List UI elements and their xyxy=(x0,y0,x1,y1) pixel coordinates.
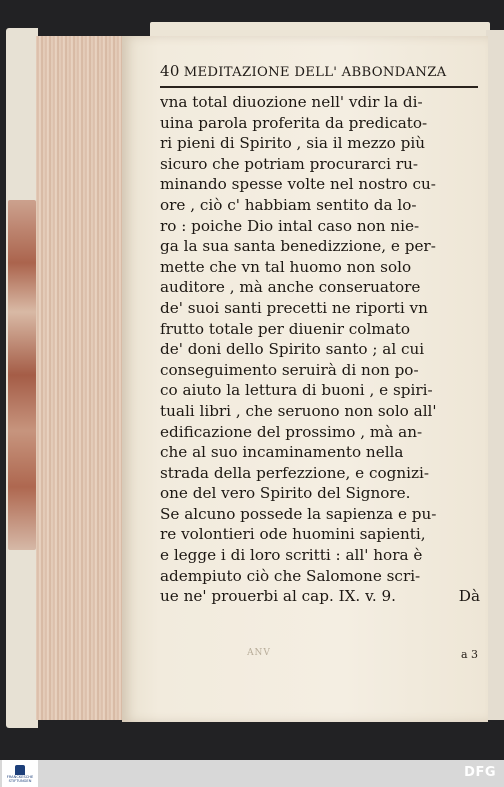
text-line: uina parola proferita da predicato- xyxy=(160,113,428,132)
body-text xyxy=(160,92,480,607)
library-emblem-icon xyxy=(15,765,25,775)
text-line: e legge i di loro scritti : all' hora è xyxy=(160,546,423,565)
signature-mark: a 3 xyxy=(460,648,478,661)
text-line: mette che vn tal huomo non solo xyxy=(160,257,412,276)
text-line: auditore , mà anche conseruatore xyxy=(160,278,421,297)
text-line: re volontieri ode huomini sapienti, xyxy=(160,525,426,544)
page-block-fore-edge xyxy=(36,36,124,720)
text-line: ore , ciò c' habbiam sentito da lo- xyxy=(160,195,417,214)
viewer-footer-bar xyxy=(0,760,504,787)
dfg-logo[interactable]: DFG xyxy=(464,765,496,780)
back-cover-edge xyxy=(486,30,504,720)
marbled-cover-edge xyxy=(8,200,36,550)
running-head-title: MEDITAZIONE DELL' ABBONDANZA xyxy=(183,65,447,80)
text-line: Se alcuno possede la sapienza e pu- xyxy=(160,504,437,523)
text-line: adempiuto ciò che Salomone scri- xyxy=(160,566,421,585)
text-line: co aiuto la lettura di buoni , e spiri- xyxy=(160,381,433,400)
text-line: ri pieni di Spirito , sia il mezzo più xyxy=(160,134,426,153)
text-line: strada della perfezzione, e cognizi- xyxy=(160,463,429,482)
text-line: de' doni dello Spirito santo ; al cui xyxy=(160,340,425,359)
text-line: tuali libri , che seruono non solo all' xyxy=(160,401,437,420)
text-line: ro : poiche Dio intal caso non nie- xyxy=(160,216,420,235)
running-head xyxy=(160,62,476,80)
last-line-text: ue ne' prouerbi al cap. IX. v. 9. xyxy=(160,587,396,606)
bleed-through-text: ANV xyxy=(247,648,271,658)
page-footer-marks xyxy=(160,648,478,661)
text-line: frutto totale per diuenir colmato xyxy=(160,319,411,338)
text-line-last xyxy=(160,586,480,607)
text-line: vna total diuozione nell' vdir la di- xyxy=(160,93,423,111)
text-line: edificazione del prossimo , mà an- xyxy=(160,422,423,441)
text-line: de' suoi santi precetti ne riporti vn xyxy=(160,298,428,317)
text-line: one del vero Spirito del Signore. xyxy=(160,484,411,503)
text-line: ga la sua santa benedizzione, e per- xyxy=(160,237,436,256)
text-line: conseguimento seruirà di non po- xyxy=(160,360,419,379)
text-line: minando spesse volte nel nostro cu- xyxy=(160,175,436,194)
header-rule xyxy=(160,86,478,88)
catchword: Dà xyxy=(458,587,480,606)
text-line: sicuro che potriam procurarci ru- xyxy=(160,154,418,173)
library-logo[interactable] xyxy=(2,760,38,787)
page-number: 40 xyxy=(160,62,180,80)
text-line: che al suo incaminamento nella xyxy=(160,443,404,462)
library-logo-label: FRANCKESCHE STIFTUNGEN xyxy=(6,774,34,783)
